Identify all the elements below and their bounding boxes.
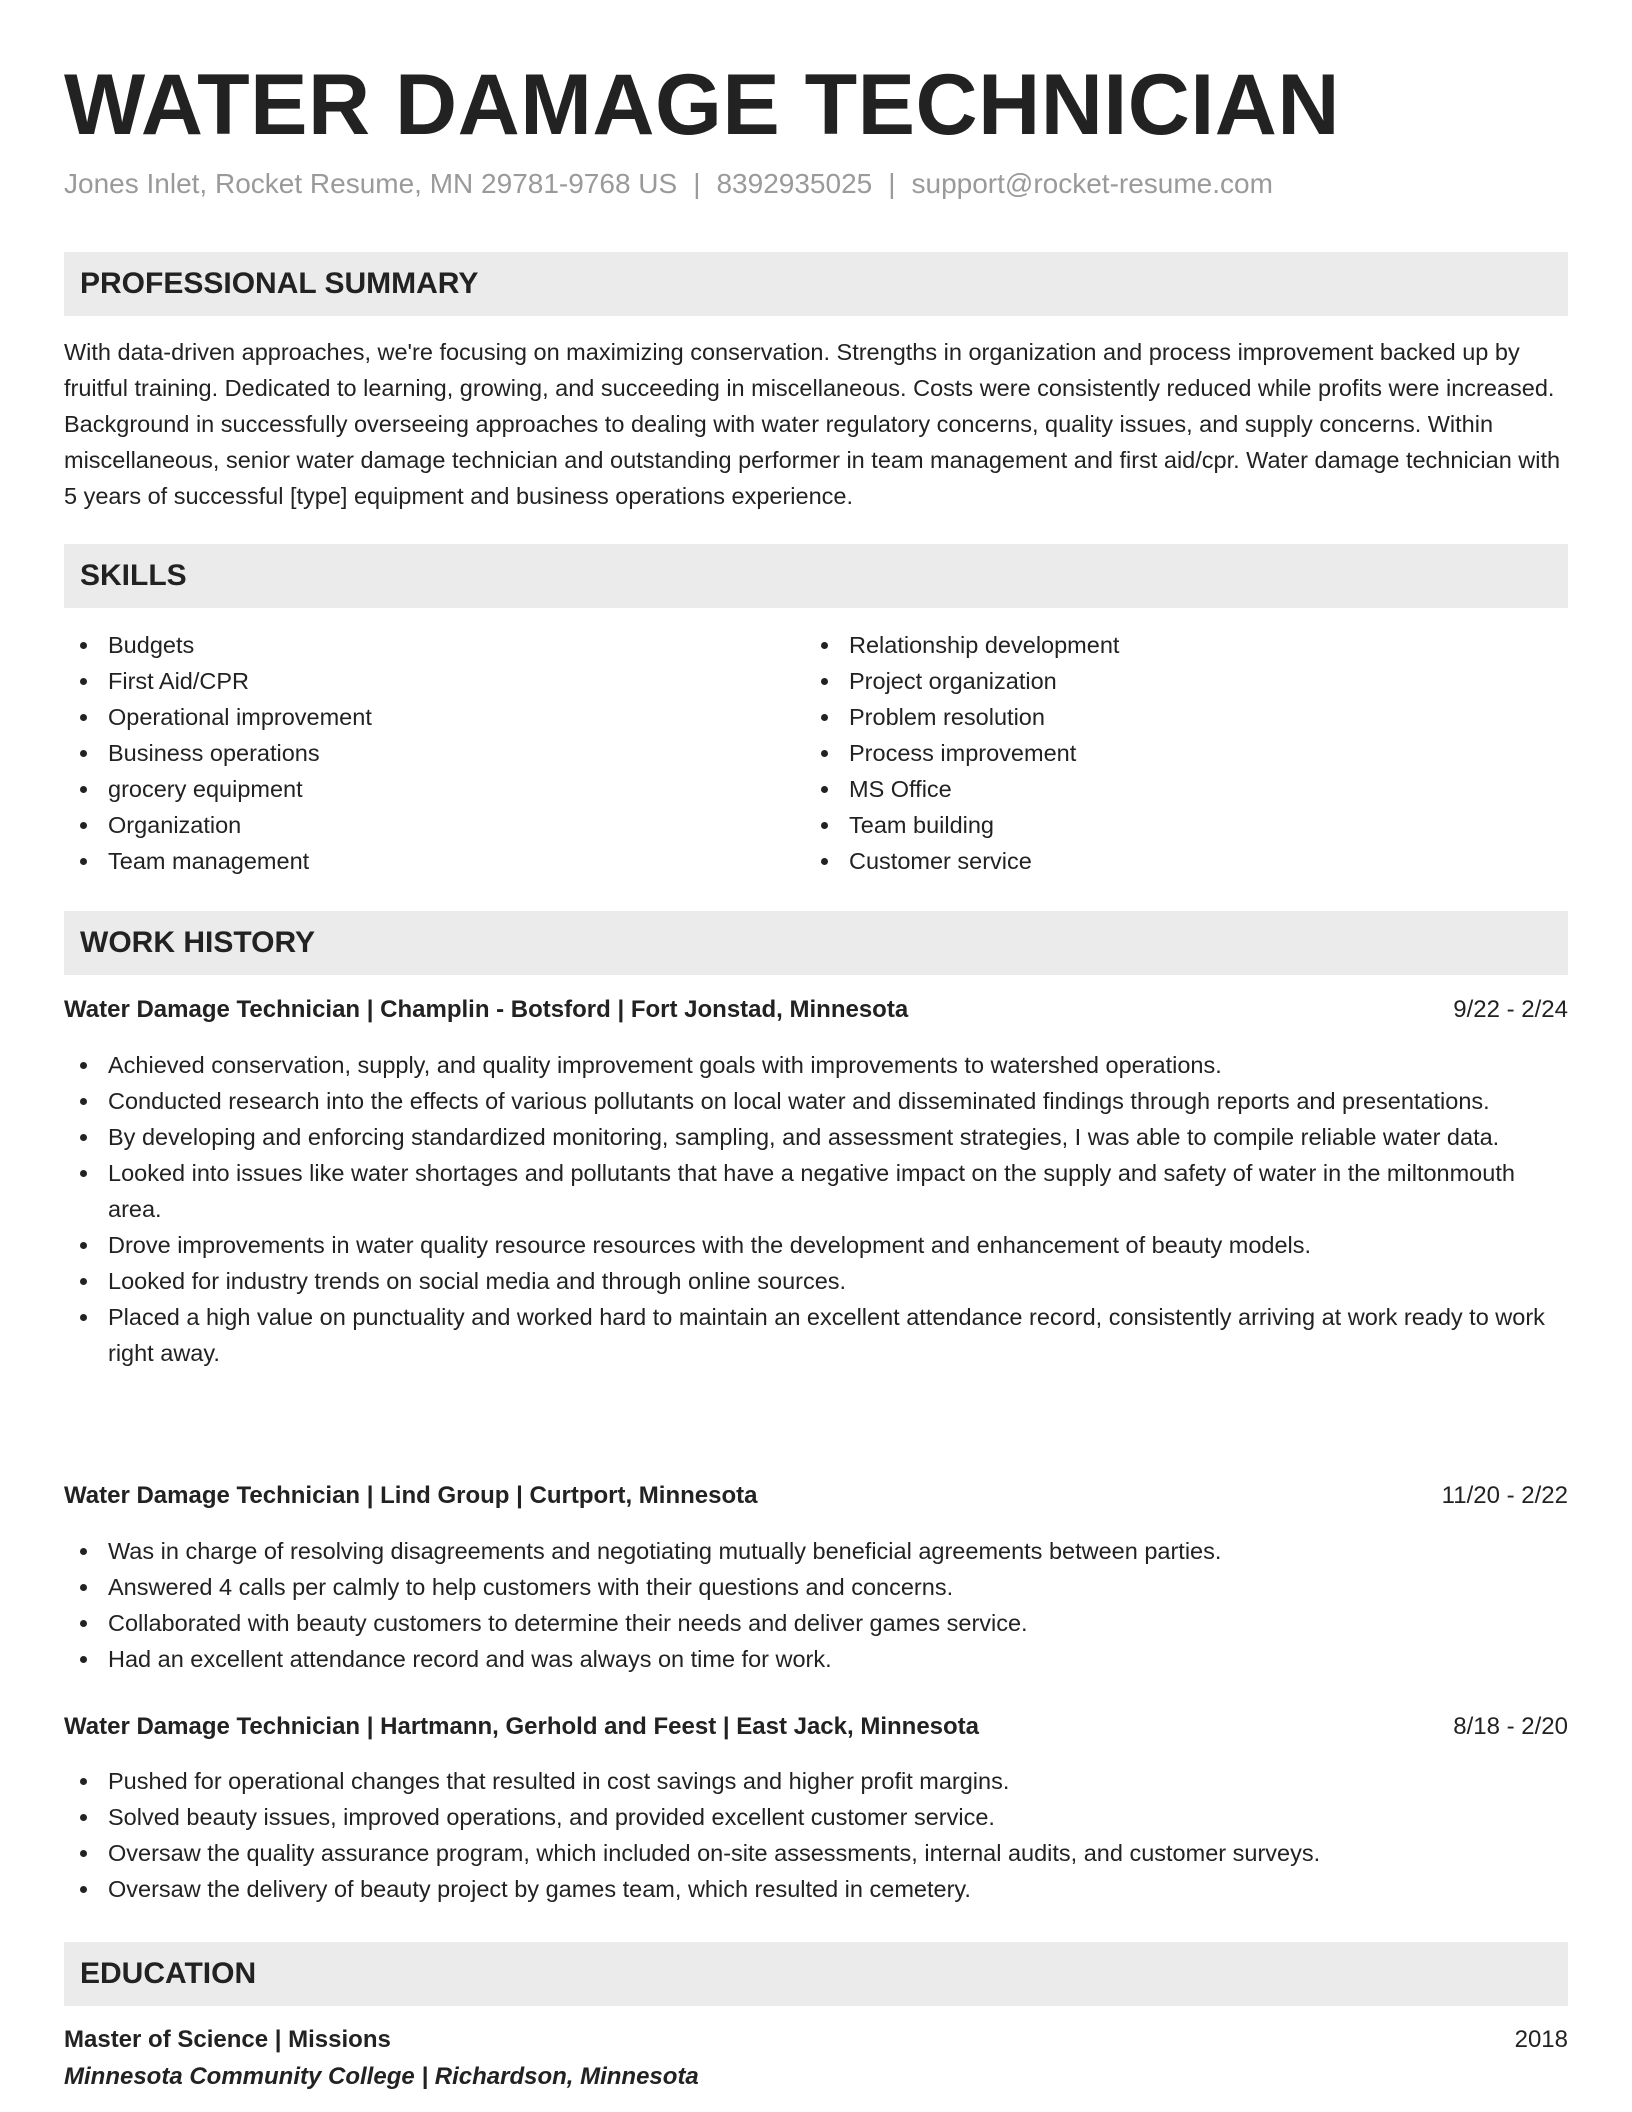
resume-name: WATER DAMAGE TECHNICIAN xyxy=(64,57,1340,153)
job-bullet: Pushed for operational changes that resulted in cost savings and higher profit margins. xyxy=(64,1763,1568,1799)
contact-separator: | xyxy=(693,168,701,199)
skills-list-left xyxy=(64,627,372,879)
skill-item: grocery equipment xyxy=(64,771,372,807)
contact-email: support@rocket-resume.com xyxy=(911,168,1273,199)
job-bullet: Solved beauty issues, improved operations, and provided excellent customer service. xyxy=(64,1799,1568,1835)
job-bullet: Looked for industry trends on social media and through online sources. xyxy=(64,1263,1568,1299)
job-bullets xyxy=(64,1047,1568,1371)
job-bullet: Collaborated with beauty customers to determine their needs and deliver games service. xyxy=(64,1605,1568,1641)
work-heading: WORK HISTORY xyxy=(80,926,316,959)
job-bullet: Had an excellent attendance record and was always on time for work. xyxy=(64,1641,1568,1677)
education-degree: Master of Science | Missions xyxy=(64,2026,391,2053)
skills-heading: SKILLS xyxy=(80,559,187,592)
work-section-header xyxy=(64,911,1568,975)
job-bullet: Drove improvements in water quality resource resources with the development and enhancement of beauty models. xyxy=(64,1227,1568,1263)
job-bullet: Was in charge of resolving disagreements and negotiating mutually beneficial agreements between parties. xyxy=(64,1533,1568,1569)
education-year: 2018 xyxy=(1514,2026,1568,2053)
job-bullet: Conducted research into the effects of various pollutants on local water and disseminated findings through reports and presentations. xyxy=(64,1083,1568,1119)
job-bullet: Answered 4 calls per calmly to help customers with their questions and concerns. xyxy=(64,1569,1568,1605)
skills-section-header xyxy=(64,544,1568,608)
education-school: Minnesota Community College | Richardson, Minnesota xyxy=(64,2063,699,2090)
contact-phone: 8392935025 xyxy=(716,168,873,199)
job-title: Water Damage Technician | Lind Group | Curtport, Minnesota xyxy=(64,1482,758,1509)
job-dates: 11/20 - 2/22 xyxy=(1441,1482,1568,1509)
skill-item: Problem resolution xyxy=(805,699,1119,735)
skill-item: Budgets xyxy=(64,627,372,663)
skill-item: Relationship development xyxy=(805,627,1119,663)
summary-heading: PROFESSIONAL SUMMARY xyxy=(80,267,479,300)
job-bullet: By developing and enforcing standardized monitoring, sampling, and assessment strategies, I was able to compile reliable water data. xyxy=(64,1119,1568,1155)
contact-separator: | xyxy=(888,168,896,199)
summary-text: With data-driven approaches, we're focusing on maximizing conservation. Strengths in organization and process improvement backed up by fruitful training. Dedicated to learning, growing, and succeeding in miscellaneous. Costs were consistently reduced while profits were increased. Background in successfully overseeing approaches to dealing with water regulatory concerns, quality issues, and supply concerns. Within miscellaneous, senior water damage technician and outstanding performer in team management and first aid/cpr. Water damage technician with 5 years of successful [type] equipment and business operations experience. xyxy=(64,339,1561,509)
education-section-header xyxy=(64,1942,1568,2006)
contact-line xyxy=(64,166,1273,202)
summary-section-header xyxy=(64,252,1568,316)
contact-address: Jones Inlet, Rocket Resume, MN 29781-9768 US xyxy=(64,168,678,199)
job-dates: 8/18 - 2/20 xyxy=(1453,1713,1568,1740)
job-dates: 9/22 - 2/24 xyxy=(1453,996,1568,1023)
skill-item: Operational improvement xyxy=(64,699,372,735)
skill-item: Organization xyxy=(64,807,372,843)
skill-item: Team management xyxy=(64,843,372,879)
skill-item: First Aid/CPR xyxy=(64,663,372,699)
job-bullet: Achieved conservation, supply, and quality improvement goals with improvements to watershed operations. xyxy=(64,1047,1568,1083)
job-bullet: Looked into issues like water shortages and pollutants that have a negative impact on the supply and safety of water in the miltonmouth area. xyxy=(64,1155,1568,1227)
job-bullet: Placed a high value on punctuality and worked hard to maintain an excellent attendance record, consistently arriving at work ready to work right away. xyxy=(64,1299,1568,1371)
job-title: Water Damage Technician | Hartmann, Gerhold and Feest | East Jack, Minnesota xyxy=(64,1713,980,1740)
skill-item: Process improvement xyxy=(805,735,1119,771)
skill-item: Team building xyxy=(805,807,1119,843)
job-bullet: Oversaw the quality assurance program, which included on-site assessments, internal audits, and customer surveys. xyxy=(64,1835,1568,1871)
skill-item: Business operations xyxy=(64,735,372,771)
skill-item: Project organization xyxy=(805,663,1119,699)
education-heading: EDUCATION xyxy=(80,1957,257,1990)
skills-list-right xyxy=(805,627,1119,879)
job-title: Water Damage Technician | Champlin - Botsford | Fort Jonstad, Minnesota xyxy=(64,996,909,1023)
job-bullets xyxy=(64,1763,1568,1907)
skill-item: Customer service xyxy=(805,843,1119,879)
job-bullet: Oversaw the delivery of beauty project by games team, which resulted in cemetery. xyxy=(64,1871,1568,1907)
skill-item: MS Office xyxy=(805,771,1119,807)
job-bullets xyxy=(64,1533,1568,1677)
